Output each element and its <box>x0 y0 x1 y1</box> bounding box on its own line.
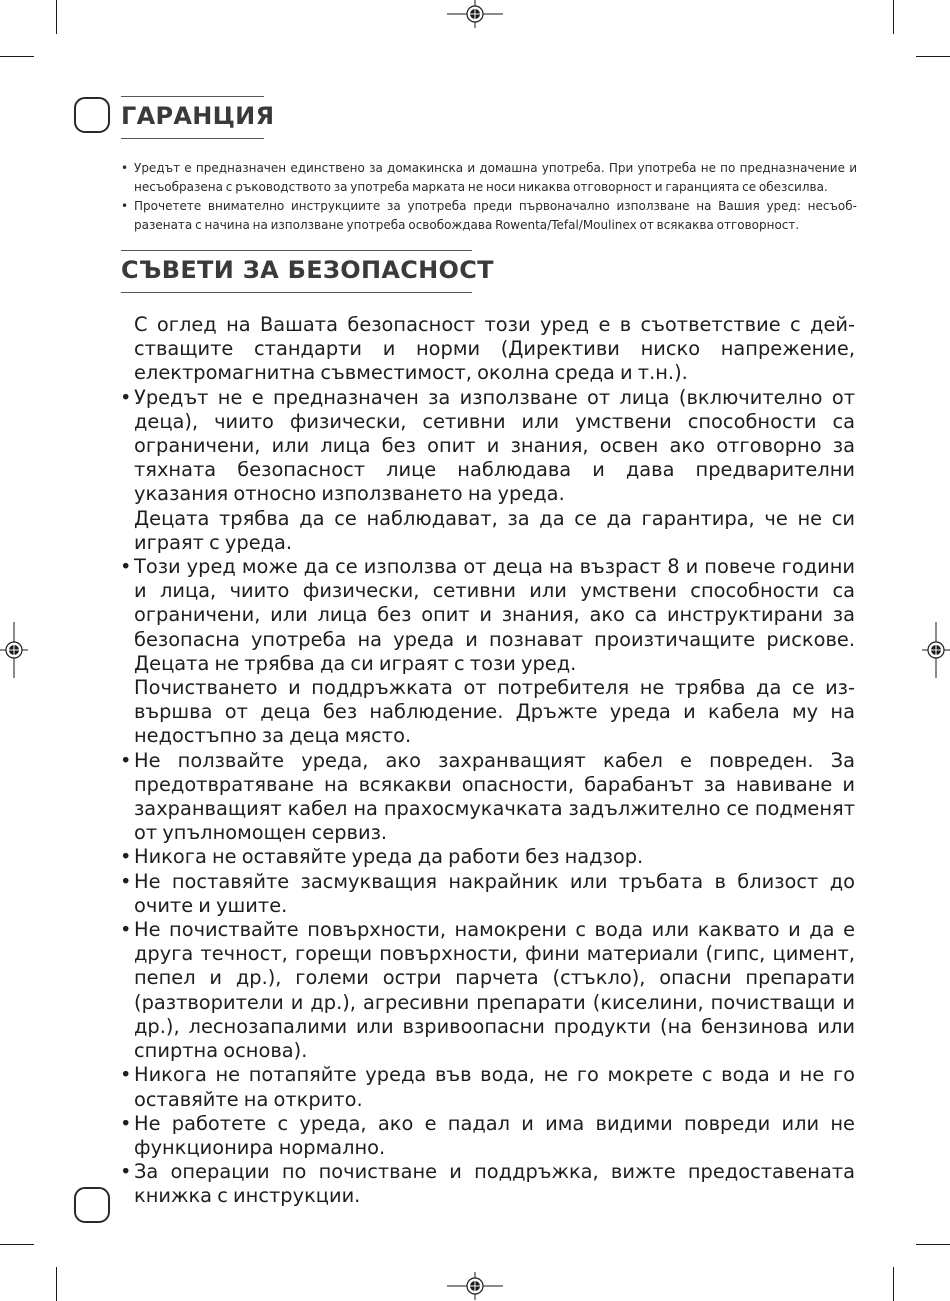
safety-item: • Не почиствайте повърхности, намокрени с вода или каквато и да е друга течност, горещи повърхности, фини материали (гипс, цимент, пепел и др.), големи остри парчета (стъкло), опасни препарати (разтворители и др.), агресивни препарати (киселини, почистващи и др.), леснозапалими или взривоопасни продукти (на бензинова или спиртна основа). <box>119 918 855 1063</box>
safety-item-note: Почистването и поддръжката от потребителя не трябва да се извършва от деца без наблюдение. Дръжте уреда и кабела му на недостъпно за деца място. <box>134 676 855 748</box>
page-tab-box-top <box>74 97 110 133</box>
safety-item: • Не ползвайте уреда, ако захранващият кабел е повреден. За предотвратяване на всякакви опасности, барабанът за навиване и захранващият кабел на прахосмукачката задължително се подменят от упълномощен сервиз. <box>119 749 855 846</box>
registration-mark-left <box>0 622 28 678</box>
registration-mark-top <box>447 0 503 28</box>
guarantee-title-rule-top <box>121 96 264 97</box>
safety-intro: С оглед на Вашата безопасност този уред е в съответствие с действащите стандарти и норми (Директиви ниско напрежение, електромагнитна съвместимост, околна среда и т.н.). <box>134 313 855 385</box>
registration-mark-right <box>922 622 950 678</box>
safety-title-rule-top <box>121 250 472 251</box>
safety-item: • За операции по почистване и поддръжка, вижте предоставената книжка с инструкции. <box>119 1160 855 1208</box>
safety-title-rule-bottom <box>121 292 472 293</box>
safety-item: • Никога не оставяйте уреда да работи без надзор. <box>119 845 855 869</box>
safety-item: • Не поставяйте засмукващия накрайник или тръбата в близост до очите и ушите. <box>119 870 855 918</box>
safety-item: • Никога не потапяйте уреда във вода, не го мокрете с вода и не го оставяйте на открито. <box>119 1063 855 1111</box>
safety-item: • Уредът не е предназначен за използване от лица (включително от деца), чиито физически, сетивни или умствени способности са ограничени, или лица без опит и знания, освен ако отговорно за тяхната безопасност лице наблюдава и дава предварителни указания относно използването на уреда. <box>119 386 855 507</box>
safety-title: СЪВЕТИ ЗА БЕЗОПАСНОСТ <box>121 256 494 284</box>
guarantee-item: • Уредът е предназначен единствено за домакинска и домашна употреба. При употреба не по предназначение и несъобразена с ръководството за употреба марката не носи никаква отговорност и гаранцията се обезсилва. <box>121 159 857 197</box>
safety-item: • Не работете с уреда, ако е падал и има видими повреди или не функционира нормално. <box>119 1112 855 1160</box>
safety-list <box>119 313 855 1209</box>
safety-item: • Този уред може да се използва от деца на възраст 8 и повече години и лица, чиито физически, сетивни или умствени способности са ограничени, или лица без опит и знания, ако са инструктирани за безопасна употреба на уреда и познават произтичащите рискове. Децата не трябва да си играят с този уред. <box>119 555 855 676</box>
guarantee-title: ГАРАНЦИЯ <box>121 102 275 130</box>
guarantee-title-rule-bottom <box>121 138 264 139</box>
registration-mark-bottom <box>447 1272 503 1300</box>
guarantee-item: • Прочетете внимателно инструкциите за употреба преди първоначално използване на Вашия уред: несъобразената с начина на използване употреба освобождава Rowenta/Tefal/Moulinex от всякаква отговорност. <box>121 197 857 235</box>
safety-item-note: Децата трябва да се наблюдават, за да се да гарантира, че не си играят с уреда. <box>134 506 855 554</box>
guarantee-list <box>121 159 857 235</box>
page-tab-box-bottom <box>74 1187 110 1223</box>
